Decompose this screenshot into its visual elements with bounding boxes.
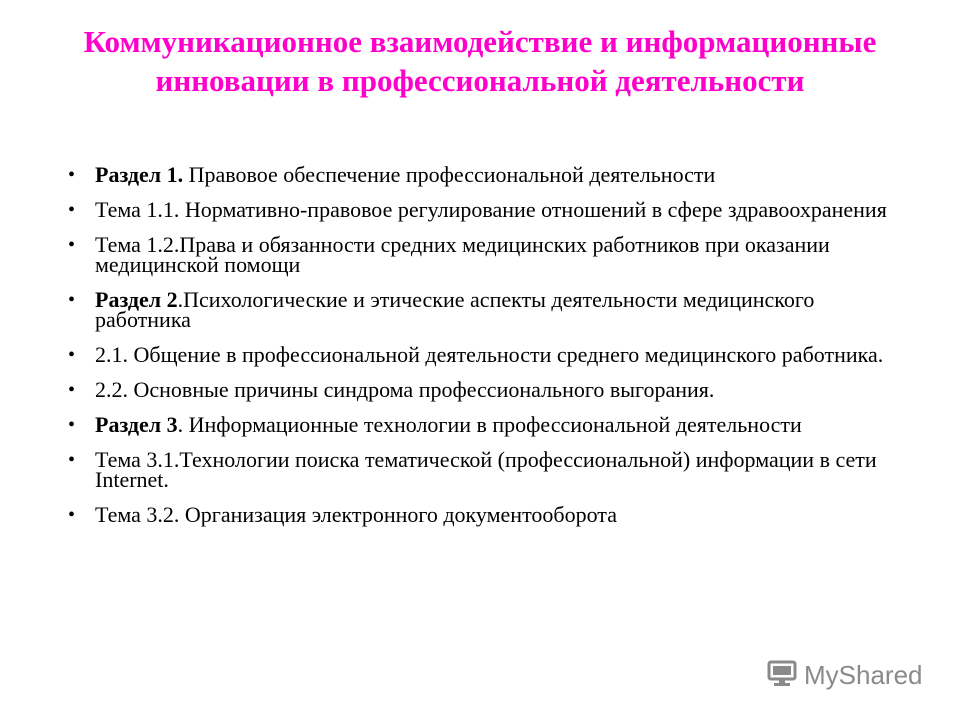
- list-item: [68, 342, 898, 367]
- list-item: [68, 412, 898, 437]
- watermark-text: MyShared: [804, 659, 923, 690]
- myshared-logo-icon: [766, 657, 798, 694]
- list-item: [68, 197, 898, 222]
- section-label: Раздел 2: [95, 287, 178, 312]
- item-text: Тема 1.1. Нормативно-правовое регулирование отношений в сфере здравоохранения: [95, 197, 887, 222]
- item-text: . Информационные технологии в профессиональной деятельности: [177, 412, 802, 437]
- list-item: [68, 232, 898, 277]
- bullet-icon: •: [68, 504, 76, 526]
- topic-list: [68, 162, 898, 540]
- bullet-icon: •: [68, 234, 76, 256]
- item-text: 2.2. Основные причины синдрома профессионального выгорания.: [95, 377, 715, 402]
- item-text: Тема 3.1.Технологии поиска тематической (профессиональной) информации в сети Internet.: [95, 447, 877, 492]
- bullet-icon: •: [68, 164, 76, 186]
- bullet-icon: •: [68, 289, 76, 311]
- section-label: Раздел 1.: [95, 162, 184, 187]
- item-text: .Психологические и этические аспекты деятельности медицинского работника: [95, 287, 815, 332]
- slide-title: Коммуникационное взаимодействие и информационные инновации в профессиональной деятельности: [83, 24, 877, 98]
- list-item: [68, 162, 898, 187]
- bullet-icon: •: [68, 199, 76, 221]
- list-item: [68, 287, 898, 332]
- list-item: [68, 377, 898, 402]
- list-item: [68, 502, 898, 527]
- bullet-icon: •: [68, 379, 76, 401]
- bullet-icon: •: [68, 449, 76, 471]
- list-item: [68, 447, 898, 492]
- item-text: Тема 3.2. Организация электронного документооборота: [95, 502, 617, 527]
- bullet-icon: •: [68, 344, 76, 366]
- item-text: Правовое обеспечение профессиональной деятельности: [183, 162, 716, 187]
- item-text: Тема 1.2.Права и обязанности средних медицинских работников при оказании медицинской помощи: [95, 232, 830, 277]
- item-text: 2.1. Общение в профессиональной деятельности среднего медицинского работника.: [95, 342, 884, 367]
- section-label: Раздел 3: [95, 412, 178, 437]
- bullet-icon: •: [68, 414, 76, 436]
- myshared-watermark: [766, 655, 923, 695]
